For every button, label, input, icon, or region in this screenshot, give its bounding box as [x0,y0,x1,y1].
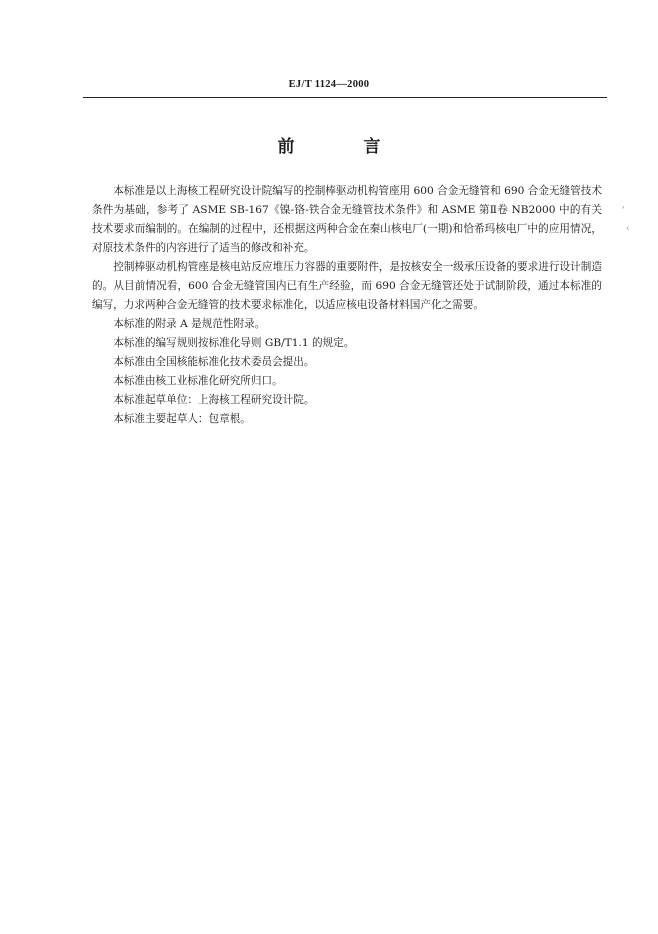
paragraph-proposer: 本标准由全国核能标准化技术委员会提出。 [113,356,315,368]
margin-scan-mark: ˒ [622,204,625,214]
page-title: 前 言 [277,137,407,157]
paragraph-purpose: 控制棒驱动机构管座是核电站反应堆压力容器的重要附件，是按核安全一级承压设备的要求进行设计制造的。从目前情况看，600 合金无缝管国内已有生产经验，而 690 合金无缝管还处于试制阶段，通过本标准的编写，力求两种合金无缝管的技术要求标准化，以适应核电设备材料国产化之需要。 [92,261,602,311]
margin-scan-mark: ‹ [626,224,630,234]
paragraph-drafting-rules: 本标准的编写规则按标准化导则 GB/T1.1 的规定。 [113,337,355,349]
header-rule [83,97,607,98]
paragraph-basis: 本标准是以上海核工程研究设计院编写的控制棒驱动机构管座用 600 合金无缝管和 690 合金无缝管技术条件为基础，参考了 ASME SB-167《镍-铬-铁合金无缝管技术条件》和 ASME 第Ⅱ卷 NB2000 中的有关技术要求而编制的。在编制的过程中，还根据这两种合金在秦山核电厂(一期)和恰希玛核电厂中的应用情况，对原技术条件的内容进行了适当的修改和补充。 [92,185,602,254]
paragraph-drafting-unit: 本标准起草单位：上海核工程研究设计院。 [113,394,315,406]
paragraph-appendix: 本标准的附录 A 是规范性附录。 [113,318,266,330]
paragraph-drafter: 本标准主要起草人：包章根。 [113,413,251,425]
paragraph-administrator: 本标准由核工业标准化研究所归口。 [113,375,283,387]
foreword-body [92,182,602,429]
standard-code: EJ/T 1124—2000 [288,79,370,90]
